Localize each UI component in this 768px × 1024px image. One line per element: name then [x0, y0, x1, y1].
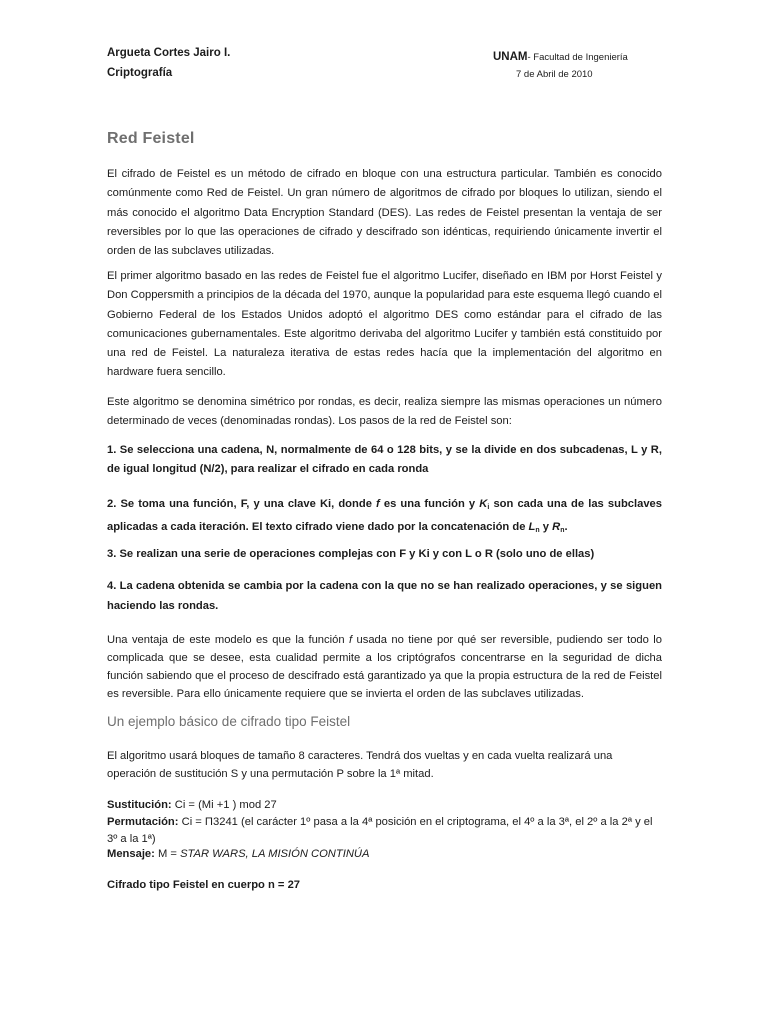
feistel-cipher-label: Cifrado tipo Feistel en cuerpo n = 27 [107, 879, 301, 891]
header-institution: UNAM [493, 51, 528, 63]
step-1: 1. Se selecciona una cadena, N, normalmente de 64 o 128 bits, y se la divide en dos subcadenas, L y R, de igual longitud (N/2), para realizar el cifrado en cada ronda [107, 444, 662, 475]
message-value: STAR WARS, LA MISIÓN CONTINÚA [180, 848, 370, 860]
step-2-f: f [376, 498, 380, 510]
step-4: 4. La cadena obtenida se cambia por la cadena con la que no se han realizado operaciones, y se siguen haciendo las rondas. [107, 580, 662, 612]
example-intro-line-2: operación de sustitución S y una permutación P sobre la 1ª mitad. [107, 768, 434, 780]
paragraph-advantage [107, 631, 662, 703]
header-institution-block [493, 47, 628, 65]
header-course: Criptografía [107, 67, 173, 79]
paragraph-advantage-b: usada no tiene por qué ser reversible, pudiendo ser todo lo complicada que se desee, esta cualidad permite a los criptógrafos concentrarse en la seguridad de dicha función sabiendo que el proceso de descifrado está garantizado ya que la propia estructura de la red de Feistel es reversible. Para ello únicamente requiere que se invierta el orden de las subclaves utilizadas. [107, 634, 663, 700]
step-2-l: L [528, 520, 536, 533]
paragraph-rounds: Este algoritmo se denomina simétrico por rondas, es decir, realiza siempre las mismas operaciones un número determinado de veces (denominadas rondas). Los pasos de la red de Feistel son: [107, 396, 662, 428]
header-faculty: - Facultad de Ingeniería [527, 52, 628, 63]
paragraph-intro: El cifrado de Feistel es un método de cifrado en bloque con una estructura particular. También es conocido comúnmente como Red de Feistel. Un gran número de algoritmos de cifrado por bloques lo utilizan, siendo el más conocido el algoritmo Data Encryption Standard (DES). Las redes de Feistel presentan la ventaja de ser reversibles por lo que las operaciones de cifrado y descifrado son idénticas, requiriendo únicamente invertir el orden de las subclaves utilizadas. [107, 168, 662, 258]
step-2 [107, 495, 662, 540]
step-2-text-c: son cada una de las subclaves aplicadas a cada iteración. El texto cifrado viene dado por la concatenación de [107, 498, 662, 533]
permutation-line [107, 813, 652, 831]
section-heading-example: Un ejemplo básico de cifrado tipo Feistel [107, 714, 351, 729]
permutation-value: Ci = Π3241 (el carácter 1º pasa a la 4ª posición en el criptograma, el 4º a la 3ª, el 2º a la 2ª y el [178, 816, 653, 828]
substitution-line [107, 796, 277, 814]
example-intro-line-1: El algoritmo usará bloques de tamaño 8 caracteres. Tendrá dos vueltas y en cada vuelta realizará una [107, 750, 613, 762]
step-2-text-e: . [564, 520, 568, 533]
step-2-text-a: 2. Se toma una función, F, y una clave Ki, donde [107, 498, 377, 510]
step-2-k-sub: i [487, 504, 490, 511]
message-label: Mensaje: [107, 848, 155, 860]
header-date: 7 de Abril de 2010 [516, 69, 593, 80]
header-author: Argueta Cortes Jairo I. [107, 47, 231, 59]
step-2-r-sub: n [560, 526, 565, 534]
step-2-k: K [479, 498, 488, 510]
page-title: Red Feistel [107, 130, 195, 147]
step-3: 3. Se realizan una serie de operaciones complejas con F y Ki y con L o R (solo uno de ellas) [107, 548, 595, 560]
paragraph-advantage-f: f [348, 634, 353, 646]
substitution-value: Ci = (Mi +1 ) mod 27 [171, 799, 277, 811]
permutation-label: Permutación: [107, 816, 179, 828]
message-line [107, 845, 369, 863]
substitution-label: Sustitución: [107, 799, 172, 811]
step-2-text-d: y [539, 520, 553, 533]
step-2-r: R [552, 520, 561, 533]
permutation-line-2: 3º a la 1ª) [107, 833, 156, 845]
step-2-text-b: es una función y [379, 498, 480, 510]
message-prefix: M = [154, 848, 181, 860]
paragraph-history: El primer algoritmo basado en las redes de Feistel fue el algoritmo Lucifer, diseñado en IBM por Horst Feistel y Don Coppersmith a principios de la década del 1970, aunque la popularidad para este esquema llegó cuando el Gobierno Federal de los Estados Unidos adoptó el algoritmo DES como estándar para el cifrado de las comunicaciones gubernamentales. Este algoritmo derivaba del algoritmo Lucifer y también está constituido por una red de Feistel. La naturaleza iterativa de estas redes hacía que la implementación del algoritmo en hardware fuera sencillo. [107, 270, 662, 379]
paragraph-advantage-a: Una ventaja de este modelo es que la función [107, 634, 349, 646]
step-2-l-sub: n [535, 526, 540, 534]
